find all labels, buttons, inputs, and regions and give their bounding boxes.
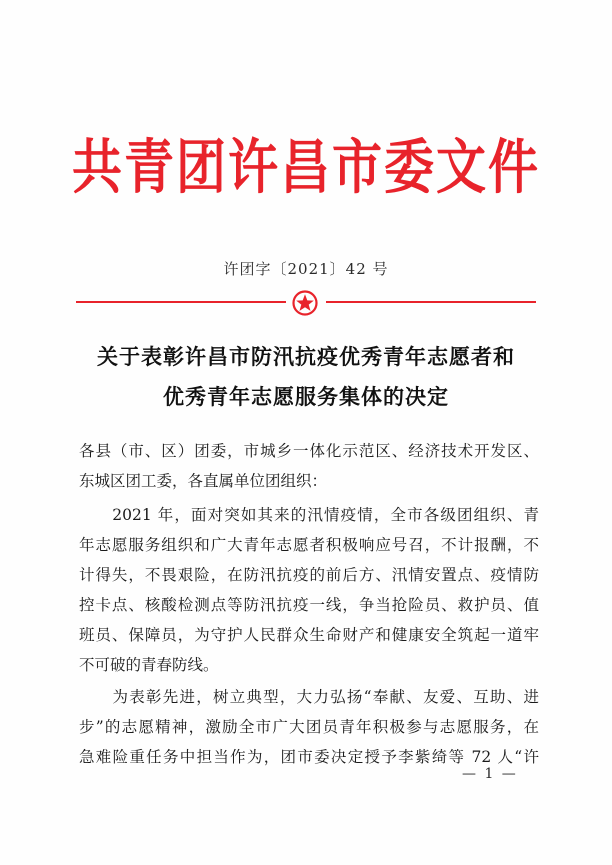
page-number: — 1 — — [462, 766, 518, 782]
addressee-block — [79, 436, 539, 496]
star-in-circle-icon — [290, 289, 320, 317]
document-number: 许团字〔2021〕42 号 — [223, 260, 389, 278]
header-rule-left — [76, 301, 286, 303]
paragraph-line: 班员、保障员，为守护人民群众生命财产和健康安全筑起一道牢 — [79, 626, 539, 644]
paragraph-line: 急难险重任务中担当作为，团市委决定授予李紫绮等 72 人“许 — [79, 748, 539, 766]
paragraph-line: 年志愿服务组织和广大青年志愿者积极响应号召，不计报酬，不 — [79, 536, 539, 554]
paragraph-line: 不可破的青春防线。 — [79, 656, 219, 674]
paragraph-line: 步”的志愿精神，激励全市广大团员青年积极参与志愿服务，在 — [79, 718, 539, 736]
paragraph-line: 控卡点、核酸检测点等防汛抗疫一线，争当抢险员、救护员、值 — [79, 596, 539, 614]
document-header-title: 共青团许昌市委文件 — [72, 133, 540, 202]
addressee-line: 各县（市、区）团委，市城乡一体化示范区、经济技术开发区、 — [79, 442, 539, 460]
addressee-line: 东城区团工委，各直属单位团组织： — [79, 472, 328, 490]
paragraph-line: 为表彰先进，树立典型，大力弘扬“奉献、友爱、互助、进 — [79, 688, 539, 706]
paragraph-commendation — [79, 682, 539, 772]
paragraph-background — [79, 500, 539, 680]
paragraph-line: 计得失，不畏艰险，在防汛抗疫的前后方、汛情安置点、疫情防 — [79, 566, 539, 584]
paragraph-line: 2021 年，面对突如其来的汛情疫情，全市各级团组织、青 — [79, 506, 539, 524]
decision-title-line-1: 关于表彰许昌市防汛抗疫优秀青年志愿者和 — [97, 344, 515, 369]
decision-title-line-2: 优秀青年志愿服务集体的决定 — [163, 384, 449, 409]
header-rule-right — [326, 301, 536, 303]
